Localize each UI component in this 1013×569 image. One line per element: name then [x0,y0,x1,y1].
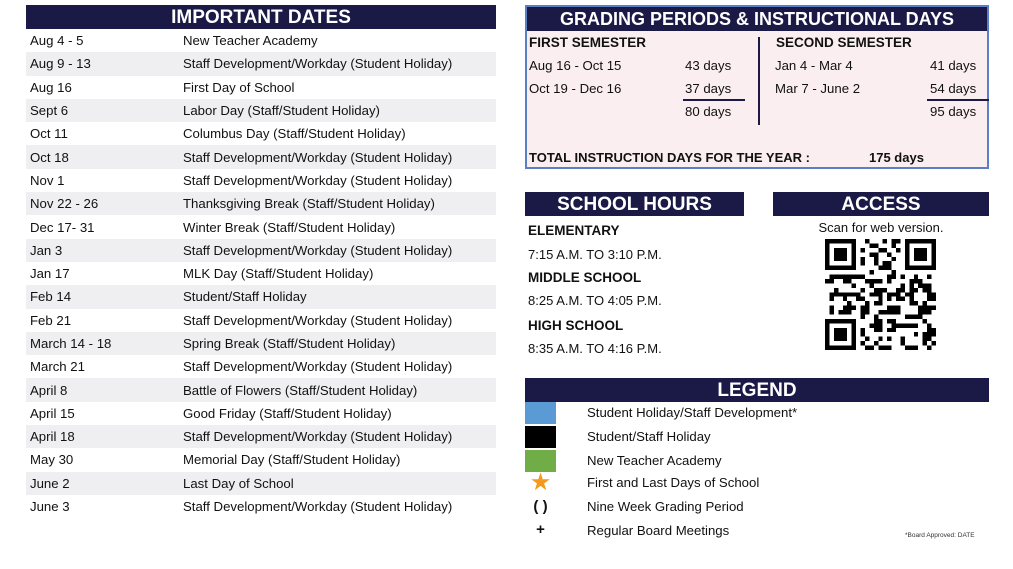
first-semester-total: 80 days [685,104,732,119]
legend-swatch-staff-development [525,402,556,424]
event-cell: First Day of School [183,79,295,95]
first-semester-period-2-range: Oct 19 - Dec 16 [529,81,622,96]
date-cell: Oct 18 [30,149,69,165]
date-cell: Aug 4 - 5 [30,33,84,49]
date-row [26,169,496,192]
event-cell: Staff Development/Workday (Student Holiday) [183,56,453,72]
date-cell: Nov 22 - 26 [30,196,99,212]
date-cell: April 15 [30,405,75,421]
first-semester-period-2-days: 37 days [685,81,732,96]
date-row [26,378,496,401]
date-row [26,99,496,122]
important-dates-list [26,29,496,518]
second-semester-total: 95 days [930,104,977,119]
date-row [26,262,496,285]
high-school-label: HIGH SCHOOL [528,318,624,333]
date-row [26,192,496,215]
middle-school-label: MIDDLE SCHOOL [528,270,642,285]
semester-divider [758,37,760,125]
second-semester-period-2-days: 54 days [930,81,977,96]
legend-swatch-new-teacher-academy [525,450,556,472]
event-cell: Staff Development/Workday (Student Holiday) [183,429,453,445]
event-cell: Student/Staff Holiday [183,289,307,305]
date-cell: April 8 [30,382,68,398]
plus-icon: + [536,521,545,538]
legend-label-board-meetings: Regular Board Meetings [587,523,730,538]
event-cell: Spring Break (Staff/Student Holiday) [183,336,396,351]
date-cell: Aug 9 - 13 [30,56,91,72]
event-cell: New Teacher Academy [183,33,318,49]
event-cell: Staff Development/Workday (Student Holiday) [183,242,453,258]
date-cell: June 3 [30,499,70,515]
date-row [26,29,496,52]
date-row [26,76,496,99]
date-cell: March 21 [30,359,85,375]
event-cell: Staff Development/Workday (Student Holiday) [183,172,453,188]
second-semester-period-1-range: Jan 4 - Mar 4 [775,58,853,73]
second-semester-sum-line [927,99,989,101]
parentheses-icon: ( ) [533,498,548,515]
event-cell: Staff Development/Workday (Student Holiday) [183,499,453,515]
event-cell: Thanksgiving Break (Staff/Student Holiday) [183,196,435,212]
date-row [26,402,496,425]
date-cell: Sept 6 [30,103,69,119]
event-cell: Staff Development/Workday (Student Holiday) [183,149,453,165]
date-cell: Aug 16 [30,79,72,95]
date-row [26,122,496,145]
star-icon: ★ [531,471,550,494]
date-row [26,52,496,75]
grading-periods-panel [525,5,989,169]
event-cell: MLK Day (Staff/Student Holiday) [183,266,374,282]
date-row [26,355,496,378]
event-cell: Staff Development/Workday (Student Holiday) [183,359,453,375]
date-row [26,285,496,308]
first-semester-period-1-range: Aug 16 - Oct 15 [529,58,622,73]
middle-school-time: 8:25 A.M. TO 4:05 P.M. [528,293,662,308]
date-cell: Feb 14 [30,289,72,305]
date-row [26,425,496,448]
grading-periods-header: GRADING PERIODS & INSTRUCTIONAL DAYS [527,7,987,31]
school-hours-header: SCHOOL HOURS [525,192,744,216]
date-row [26,309,496,332]
date-cell: Nov 1 [30,172,65,188]
date-row [26,215,496,238]
elementary-time: 7:15 A.M. TO 3:10 P.M. [528,247,662,262]
first-semester-title: FIRST SEMESTER [529,35,647,50]
legend-header: LEGEND [525,378,989,402]
event-cell: Winter Break (Staff/Student Holiday) [183,219,396,235]
high-school-time: 8:35 A.M. TO 4:16 P.M. [528,341,662,356]
date-row [26,239,496,262]
legend-label-new-teacher-academy: New Teacher Academy [587,453,722,468]
event-cell: Good Friday (Staff/Student Holiday) [183,405,392,421]
date-cell: Oct 11 [30,126,68,142]
date-row [26,448,496,471]
date-cell: Jan 17 [30,266,70,282]
first-semester-sum-line [683,99,745,101]
board-approved-note: *Board Approved: DATE [905,532,975,539]
important-dates-header: IMPORTANT DATES [26,5,496,29]
date-cell: June 2 [30,475,70,491]
access-header: ACCESS [773,192,989,216]
event-cell: Staff Development/Workday (Student Holiday) [183,312,453,328]
date-cell: May 30 [30,452,74,468]
date-cell: Jan 3 [30,242,63,258]
date-row [26,495,496,518]
date-cell: March 14 - 18 [30,336,112,351]
event-cell: Labor Day (Staff/Student Holiday) [183,103,380,119]
event-cell: Last Day of School [183,475,294,491]
access-scan-text: Scan for web version. [818,220,944,235]
first-semester-period-1-days: 43 days [685,58,732,73]
event-cell: Memorial Day (Staff/Student Holiday) [183,452,401,468]
second-semester-title: SECOND SEMESTER [776,35,912,50]
total-instruction-days-value: 175 days [869,150,924,165]
event-cell: Columbus Day (Staff/Student Holiday) [183,126,406,142]
second-semester-period-2-range: Mar 7 - June 2 [775,81,861,96]
date-cell: Dec 17- 31 [30,219,95,235]
date-row [26,145,496,168]
date-row [26,472,496,495]
legend-label-grading-period: Nine Week Grading Period [587,499,744,514]
qr-code-icon[interactable] [825,239,936,350]
date-row [26,332,496,355]
legend-swatch-holiday [525,426,556,448]
legend-label-first-last-day: First and Last Days of School [587,475,760,490]
date-cell: Feb 21 [30,312,72,328]
total-instruction-days-label: TOTAL INSTRUCTION DAYS FOR THE YEAR : [529,150,810,165]
legend-label-holiday: Student/Staff Holiday [587,429,711,444]
date-cell: April 18 [30,429,75,445]
elementary-label: ELEMENTARY [528,223,620,238]
legend-label-staff-development: Student Holiday/Staff Development* [587,405,798,420]
event-cell: Battle of Flowers (Staff/Student Holiday) [183,382,418,398]
second-semester-period-1-days: 41 days [930,58,977,73]
